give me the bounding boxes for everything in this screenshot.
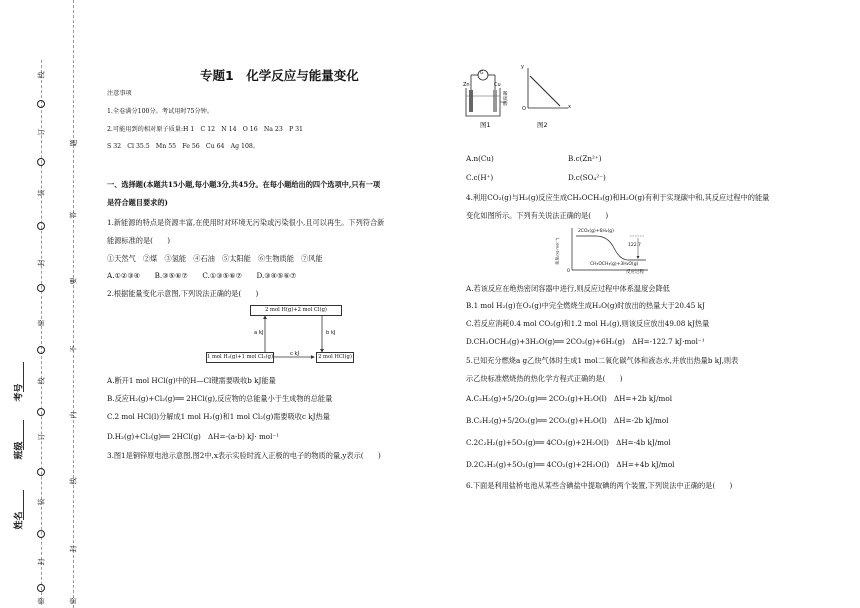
option-b: B.c(Zn²⁺) — [568, 154, 602, 163]
energy-profile-delta: 122.7 — [628, 243, 641, 248]
fig2-caption: 图2 — [537, 121, 548, 129]
option-c: C.2C₂H₂(g)+5O₂(g)══ 4CO₂(g)+2H₂O(l) ΔH=-4b kJ/mol — [466, 438, 671, 447]
fig2-x-label: x — [568, 104, 571, 110]
warn-char: 密 — [69, 597, 78, 605]
solution-label: 稀硫酸 — [503, 92, 508, 107]
option-d: D.CH₃OCH₃(g)+3H₂O(g)══ 2CO₂(g)+6H₂(g) ΔH=-122.7 kJ·mol⁻¹ — [466, 337, 705, 346]
energy-profile-ylabel: 能量/(kJ·mol⁻¹) — [554, 237, 560, 265]
question-stem: 变化如图所示。下列有关说法正确的是( ) — [466, 211, 609, 220]
seal-char-xian: 线 — [37, 71, 46, 79]
page-title: 专题1 化学反应与能量变化 — [200, 68, 359, 83]
diagram-top-box: 2 mol H(g)+2 mol Cl(g) — [250, 305, 342, 316]
diagram-label-c: c kJ — [290, 351, 300, 357]
section-heading: 是符合题目要求的) — [107, 198, 168, 207]
option-c: C.c(H⁺) — [466, 173, 494, 182]
seal-char-ding: 订 — [37, 128, 46, 136]
question-stem: 6.下面是利用盐桥电池从某些含碘盐中提取碘的两个装置,下列说法中正确的是( ) — [466, 481, 733, 490]
question-options: A.①②③④ B.③⑤⑥⑦ C.①③⑤⑥⑦ D.③④⑤⑥⑦ — [107, 271, 297, 280]
option-d: D.H₂(g)+Cl₂(g)══ 2HCl(g) ΔH=-(a-b) kJ· mol⁻¹ — [107, 432, 280, 441]
option-a: A.n(Cu) — [466, 154, 494, 163]
warn-char: 答 — [69, 211, 78, 219]
warn-char: 封 — [69, 545, 78, 553]
question-stem: 4.利用CO₂(g)与H₂(g)反应生成CH₃OCH₃(g)和H₂O(g)有利于实现碳中和,其反应过程中的能量 — [466, 193, 770, 202]
cu-label: Cu — [494, 82, 501, 88]
energy-profile-bottom: CH₃OCH₃(g)+3H₂O(g) — [590, 262, 639, 267]
warn-char: 线 — [69, 477, 78, 485]
seal-circle — [37, 222, 45, 230]
option-d: D.c(SO₄²⁻) — [568, 173, 606, 182]
name-label: 姓名 — [14, 511, 25, 530]
seal-char-xian: 线 — [37, 377, 46, 385]
seal-circle — [37, 408, 45, 416]
diagram-right-box: 2 mol HCl(g) — [316, 352, 354, 363]
seal-char-mi: 密 — [37, 597, 46, 605]
notice-item: S 32 Cl 35.5 Mn 55 Fe 56 Cu 64 Ag 108。 — [107, 143, 260, 150]
seal-circle — [37, 530, 45, 538]
seal-char-ding: 订 — [37, 433, 46, 441]
seal-char-feng: 封 — [37, 558, 46, 566]
section-heading: 一、选择题(本题共15小题,每小题3分,共45分。在每小题给出的四个选项中,只有一项 — [107, 180, 381, 189]
exam-number-underline — [23, 362, 24, 392]
warn-char: 内 — [69, 411, 78, 419]
energy-profile-xlabel: 反应过程 — [626, 270, 644, 275]
name-underline — [23, 490, 24, 520]
exam-number-label: 考号 — [14, 383, 25, 402]
fig2-origin: O — [522, 106, 526, 112]
zn-label: Zn — [463, 82, 470, 88]
seal-circle — [37, 468, 45, 476]
option-c: C.若反应消耗0.4 mol CO₂(g)和1.2 mol H₂(g),则该反应放出49.08 kJ热量 — [466, 319, 710, 328]
question-stem: 能源标准的是( ) — [107, 236, 171, 245]
option-b: B.1 mol H₂(g)在O₂(g)中完全燃烧生成H₂O(g)时放出的热量大于20.45 kJ — [466, 301, 705, 310]
option-d: D.2C₂H₂(g)+5O₂(g)══ 4CO₂(g)+2H₂O(l) ΔH=+4b kJ/mol — [466, 460, 675, 469]
seal-circle — [37, 584, 45, 592]
notice-title: 注意事项 — [107, 90, 132, 97]
option-b: B.C₂H₂(g)+5/2O₂(g)══ 2CO₂(g)+H₂O(l) ΔH=-2b kJ/mol — [466, 416, 669, 425]
question-stem: 5.已知充分燃烧a g乙炔气体时生成1 mol二氧化碳气体和液态水,并放出热量b kJ,则表 — [466, 356, 739, 365]
question-stem: 示乙炔标准燃烧热的热化学方程式正确的是( ) — [466, 374, 623, 383]
diagram-left-box: 1 mol H₂(g)+1 mol Cl₂(g) — [206, 352, 274, 363]
diagram-label-b: b kJ — [326, 330, 336, 336]
question-stem: 1.新能源的特点是资源丰富,在使用时对环境无污染或污染很小,且可以再生。下列符合新 — [107, 218, 385, 227]
seal-circle — [37, 284, 45, 292]
question-stem: 3.图1是铜锌原电池示意图,图2中,x表示实验时流入正极的电子的物质的量,y表示( ) — [107, 451, 381, 460]
diagram-label-a: a kJ — [254, 330, 264, 336]
option-b: B.反应H₂(g)+Cl₂(g)══ 2HCl(g),反应物的总能量小于生成物的总能量 — [107, 394, 333, 403]
warn-char: 题 — [69, 139, 78, 147]
fig2-graph — [520, 64, 570, 114]
seal-circle — [37, 346, 45, 354]
question-stem: 2.根据能量变化示意图,下列说法正确的是( ) — [107, 289, 259, 298]
seal-circle — [37, 158, 45, 166]
warn-char: 不 — [69, 345, 78, 353]
seal-char-zhuang: 装 — [37, 189, 46, 197]
question-items: ①天然气 ②煤 ③氢能 ④石油 ⑤太阳能 ⑥生物质能 ⑦风能 — [107, 254, 323, 263]
class-underline — [23, 420, 24, 450]
diagram-arrows — [200, 305, 360, 375]
option-a: A.断开1 mol HCl(g)中的H—Cl键需要吸收b kJ能量 — [107, 376, 276, 385]
warn-char: 要 — [69, 277, 78, 285]
option-a: A.若该反应在绝热密闭容器中进行,则反应过程中体系温度会降低 — [466, 284, 670, 293]
class-label: 班级 — [14, 441, 25, 460]
notice-item: 2.可能用到的相对原子质量:H 1 C 12 N 14 O 16 Na 23 P 31 — [107, 126, 303, 133]
notice-item: 1.全卷满分100分。考试用时75分钟。 — [107, 108, 214, 115]
option-a: A.C₂H₂(g)+5/2O₂(g)══ 2CO₂(g)+H₂O(l) ΔH=+2b kJ/mol — [466, 394, 673, 403]
option-c: C.2 mol HCl(l)分解成1 mol H₂(g)和1 mol Cl₂(g)需要吸收c kJ热量 — [107, 412, 330, 421]
g-label: G — [480, 71, 484, 76]
fig1-caption: 图1 — [480, 121, 491, 129]
seal-char-zhuang: 装 — [37, 498, 46, 506]
binding-line-outer — [41, 60, 42, 605]
seal-char-feng: 封 — [37, 259, 46, 267]
binding-line-inner — [73, 0, 74, 608]
seal-circle — [37, 100, 45, 108]
fig2-y-label: y — [521, 64, 524, 70]
energy-profile-top: 2CO₂(g)+6H₂(g) — [578, 229, 614, 234]
seal-char-mi: 密 — [37, 319, 46, 327]
energy-profile-origin: 0 — [567, 269, 570, 274]
